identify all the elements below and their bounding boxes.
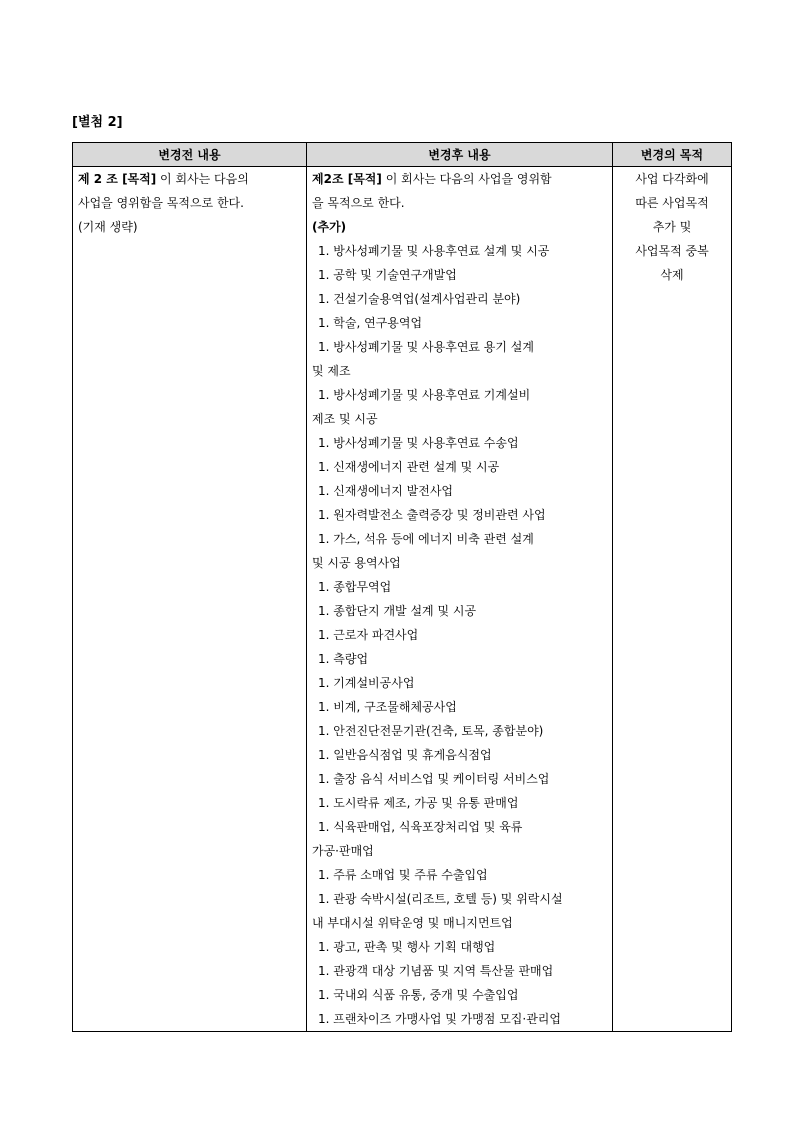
list-item: 1. 방사성폐기물 및 사용후연료 용기 설계 [318,340,534,354]
list-item: 1. 관광객 대상 기념품 및 지역 특산물 판매업 [318,964,554,978]
list-item: 1. 방사성폐기물 및 사용후연료 수송업 [318,436,519,450]
list-item: 1. 측량업 [318,652,369,666]
list-item: 1. 원자력발전소 출력증강 및 정비관련 사업 [318,508,546,522]
list-item: 1. 종합단지 개발 설계 및 시공 [318,604,477,618]
purpose-line: 사업목적 중복 [635,244,709,258]
before-article-text-1: 이 회사는 다음의 [156,172,249,186]
after-cell [307,167,613,1032]
list-item: 1. 학술, 연구용역업 [318,316,423,330]
list-item: 1. 주류 소매업 및 주류 수출입업 [318,868,488,882]
list-item: 1. 건설기술용역업(설계사업관리 분야) [318,292,521,306]
annex-heading: [별첨 2] [72,115,123,130]
list-item: 1. 가스, 석유 등에 에너지 비축 관련 설계 [318,532,534,546]
after-article-label: 제2조 [목적] [312,172,382,186]
list-item: 1. 종합무역업 [318,580,392,594]
list-item: 1. 안전진단전문기관(건축, 토목, 종합분야) [318,724,544,738]
business-purpose-list [312,239,607,1031]
list-item: 1. 도시락류 제조, 가공 및 유통 판매업 [318,796,519,810]
list-item: 1. 신재생에너지 발전사업 [318,484,453,498]
after-article-line-1 [312,167,607,191]
list-item: 가공·판매업 [312,844,374,858]
added-marker: (추가) [312,220,347,234]
list-item: 1. 일반음식점업 및 휴게음식점업 [318,748,492,762]
header-after: 변경후 내용 [307,143,613,167]
header-purpose: 변경의 목적 [613,143,732,167]
before-article-line-1 [78,167,301,191]
purpose-line: 삭제 [660,268,684,282]
list-item: 제조 및 시공 [312,412,378,426]
after-article-line-2: 을 목적으로 한다. [312,196,405,210]
list-item: 1. 근로자 파견사업 [318,628,419,642]
list-item: 1. 관광 숙박시설(리조트, 호텔 등) 및 위락시설 [318,892,563,906]
list-item: 1. 방사성폐기물 및 사용후연료 설계 및 시공 [318,244,550,258]
list-item: 1. 출장 음식 서비스업 및 케이터링 서비스업 [318,772,550,786]
list-item: 1. 방사성폐기물 및 사용후연료 기계설비 [318,388,531,402]
list-item: 1. 프랜차이즈 가맹사업 및 가맹점 모집·관리업 [318,1012,561,1026]
list-item: 1. 공학 및 기술연구개발업 [318,268,457,282]
purpose-line: 따른 사업목적 [635,196,709,210]
purpose-line: 사업 다각화에 [635,172,709,186]
purpose-line: 추가 및 [652,220,692,234]
before-article-label: 제 2 조 [목적] [78,172,157,186]
list-item: 및 제조 [312,364,351,378]
before-cell [73,167,307,1032]
list-item: 1. 국내외 식품 유통, 중개 및 수출입업 [318,988,519,1002]
list-item: 1. 비계, 구조물해체공사업 [318,700,457,714]
header-before: 변경전 내용 [73,143,307,167]
purpose-text [618,167,726,287]
list-item: 1. 기계설비공사업 [318,676,415,690]
after-article-text-1: 이 회사는 다음의 사업을 영위함 [381,172,552,186]
list-item: 1. 광고, 판촉 및 행사 기획 대행업 [318,940,496,954]
list-item: 내 부대시설 위탁운영 및 매니지먼트업 [312,916,513,930]
list-item: 1. 식육판매업, 식육포장처리업 및 육류 [318,820,523,834]
list-item: 및 시공 용역사업 [312,556,401,570]
list-item: 1. 신재생에너지 관련 설계 및 시공 [318,460,500,474]
amendment-table [72,142,732,1032]
table-row [73,167,732,1032]
table-header-row [73,143,732,167]
before-article-line-2: 사업을 영위함을 목적으로 한다. [78,196,244,210]
purpose-cell [613,167,732,1032]
before-omitted-note: (기재 생략) [78,220,138,234]
